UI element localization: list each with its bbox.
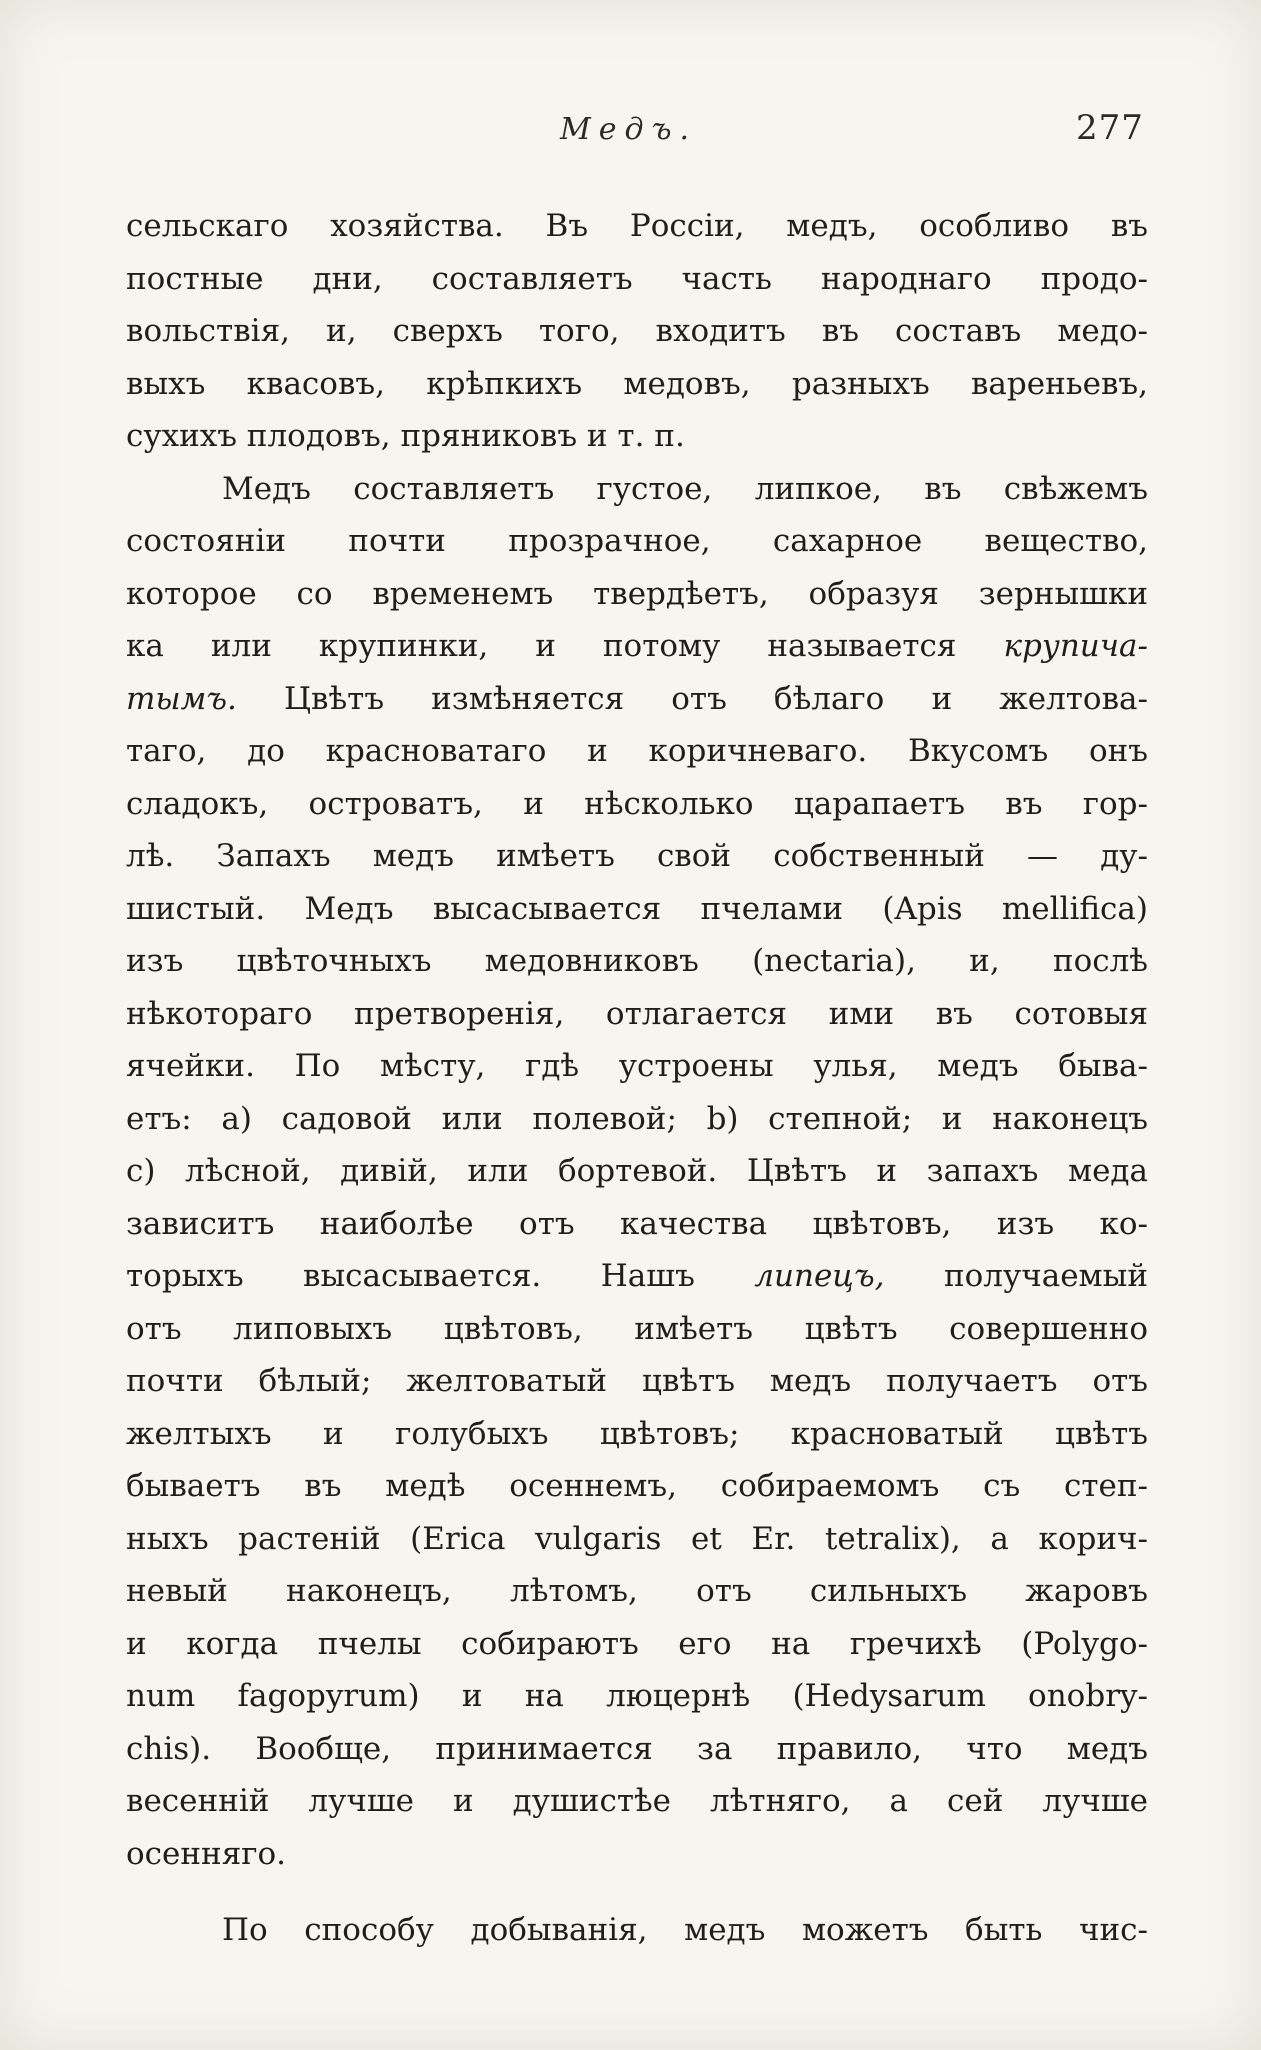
- text-line: лѣ. Запахъ медъ имѣетъ свой собственный — ду-: [126, 838, 1148, 874]
- paragraph-2: [126, 463, 1148, 1881]
- text-line: вольствія, и, сверхъ того, входитъ въ составъ медо-: [126, 313, 1148, 349]
- text-line: [126, 1250, 1148, 1303]
- page-number: 277: [1076, 108, 1144, 148]
- text-line: состояніи почти прозрачное, сахарное вещество,: [126, 523, 1148, 559]
- text-line: выхъ квасовъ, крѣпкихъ медовъ, разныхъ вареньевъ,: [126, 365, 1148, 402]
- text-line: [126, 620, 1148, 673]
- text-line: отъ липовыхъ цвѣтовъ, имѣетъ цвѣтъ совершенно: [126, 1310, 1148, 1347]
- paragraph-gap: [126, 1880, 1148, 1904]
- italic-term: крупича-: [1003, 628, 1148, 664]
- text-line: невый наконецъ, лѣтомъ, отъ сильныхъ жаровъ: [126, 1573, 1148, 1609]
- text-line: етъ: a) садовой или полевой; b) степной; и наконецъ: [126, 1100, 1148, 1137]
- text-line: сельскаго хозяйства. Въ Россіи, медъ, особливо въ: [126, 208, 1148, 244]
- body-text: [126, 200, 1148, 1957]
- text-line: [126, 673, 1148, 726]
- text-line: num fagopyrum) и на люцернѣ (Hedysarum onobry-: [126, 1678, 1148, 1714]
- text-line: весенній лучше и душистѣе лѣтняго, а сей лучше: [126, 1783, 1148, 1819]
- paragraph-1: [126, 200, 1148, 463]
- text-line: сухихъ плодовъ, пряниковъ и т. п.: [126, 418, 685, 454]
- text-line: нѣкотораго претворенія, отлагается ими въ сотовыя: [126, 995, 1148, 1032]
- text-line: постные дни, составляетъ часть народнаго продо-: [126, 260, 1148, 297]
- running-title: Медъ.: [560, 112, 698, 147]
- italic-term: тымъ.: [126, 680, 237, 717]
- text-line: которое со временемъ твердѣетъ, образуя зернышки: [126, 575, 1148, 612]
- text-line: таго, до красноватаго и коричневаго. Вкусомъ онъ: [126, 733, 1148, 769]
- text-line: ячейки. По мѣсту, гдѣ устроены улья, медъ быва-: [126, 1048, 1148, 1084]
- text-line: c) лѣсной, дивій, или бортевой. Цвѣтъ и запахъ меда: [126, 1153, 1148, 1189]
- text-run: Цвѣтъ измѣняется отъ бѣлаго и желтова-: [283, 680, 1148, 717]
- text-line: Медъ составляетъ густое, липкое, въ свѣжемъ: [222, 470, 1148, 507]
- text-line: По способу добыванія, медъ можетъ быть чис-: [222, 1912, 1148, 1948]
- text-line: и когда пчелы собираютъ его на гречихѣ (Polygo-: [126, 1625, 1148, 1662]
- text-line: ныхъ растеній (Erica vulgaris et Er. tetralix), а корич-: [126, 1520, 1148, 1557]
- text-line: осенняго.: [126, 1835, 287, 1872]
- running-head: [0, 108, 1261, 148]
- text-run: ка или крупинки, и потому называется: [126, 628, 957, 664]
- text-run: получаемый: [943, 1258, 1148, 1294]
- paragraph-3: [126, 1904, 1148, 1957]
- italic-term: липецъ,: [754, 1258, 885, 1294]
- text-line: сладокъ, островатъ, и нѣсколько царапаетъ въ гор-: [126, 785, 1148, 822]
- text-line: изъ цвѣточныхъ медовниковъ (nectaria), и, послѣ: [126, 943, 1148, 979]
- text-line: почти бѣлый; желтоватый цвѣтъ медъ получаетъ отъ: [126, 1363, 1148, 1399]
- text-line: chis). Вообще, принимается за правило, что медъ: [126, 1730, 1148, 1767]
- text-line: шистый. Медъ высасывается пчелами (Apis mellifica): [126, 890, 1148, 927]
- text-line: желтыхъ и голубыхъ цвѣтовъ; красноватый цвѣтъ: [126, 1415, 1148, 1452]
- text-line: зависитъ наиболѣе отъ качества цвѣтовъ, изъ ко-: [126, 1205, 1148, 1242]
- text-run: торыхъ высасывается. Нашъ: [126, 1258, 695, 1294]
- text-line: бываетъ въ медѣ осеннемъ, собираемомъ съ степ-: [126, 1468, 1148, 1504]
